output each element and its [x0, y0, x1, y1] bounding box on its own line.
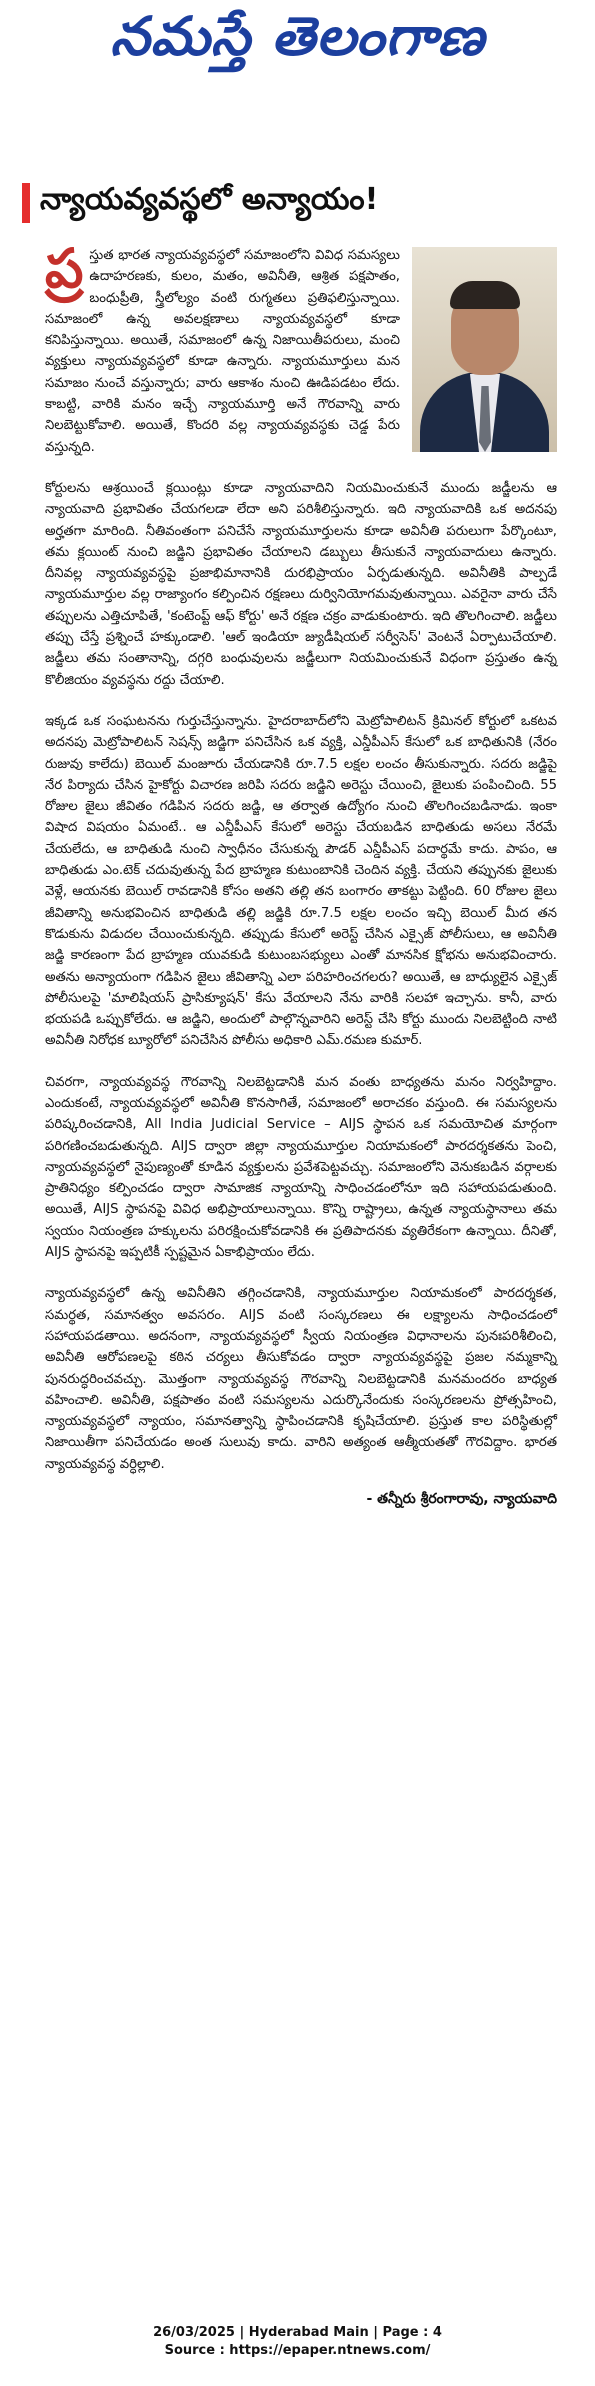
article-paragraph-5: న్యాయవ్యవస్థలో ఉన్న అవినీతిని తగ్గించడానికి, న్యాయమూర్తుల నియామకంలో పారదర్శకత, సమర్థత, సమానత్వం అవసరం. AIJS వంటి సంస్కరణలు ఈ లక్ష్యాలను సాధించడంలో సహాయపడతాయి. అదనంగా, న్యాయవ్యవస్థలో స్వీయ నియంత్రణ విధానాలను పునఃపరిశీలించి, అవినీతి ఆరోపణలపై కఠిన చర్యలు తీసుకోవడం ద్వారా న్యాయవ్యవస్థపై ప్రజల నమ్మకాన్ని పునరుద్ధరించవచ్చు. మొత్తంగా న్యాయవ్యవస్థ గౌరవాన్ని నిలబెట్టడానికి మనమందరం బాధ్యత వహించాలి. అవినీతి, పక్షపాతం వంటి సమస్యలను ఎదుర్కొనేందుకు సంస్కరణలను ప్రోత్సహించి, న్యాయవ్యవస్థలో న్యాయం, సమానత్వాన్ని స్థాపించడానికి కృషిచేయాలి. ప్రస్తుత కాల పరిస్థితుల్లో నిజాయితీగా పనిచేయడం అంత సులువు కాదు. వారిని అత్యంత ఆత్మీయతతో గౌరవిద్దాం. భారత న్యాయవ్యవస్థ వర్ధిల్లాలి. [45, 1286, 557, 1472]
drop-cap: ప్ర [45, 237, 84, 300]
article-paragraph-4: చివరగా, న్యాయవ్యవస్థ గౌరవాన్ని నిలబెట్టడానికి మన వంతు బాధ్యతను మనం నిర్వహిద్దాం. ఎందుకంటే, న్యాయవ్యవస్థలో అవినీతి కొనసాగితే, సమాజంలో అరాచకం వస్తుంది. ఈ సమస్యలను పరిష్కరించడానికి, All India Judicial Service – AIJS స్థాపన ఒక సమయోచిత మార్గంగా పరిగణించబడుతున్నది. AIJS ద్వారా జిల్లా న్యాయమూర్తుల నియామకంలో పారదర్శకతను పెంచి, న్యాయవ్యవస్థలో నైపుణ్యంతో కూడిన వ్యక్తులను ప్రవేశపెట్టవచ్చు. సమాజంలోని వెనుకబడిన వర్గాలకు ప్రాతినిధ్యం కల్పించడం ద్వారా సామాజిక న్యాయాన్ని సాధించడంలోనూ ఇది సహాయపడుతుంది. అయితే, AIJS స్థాపనపై వివిధ అభిప్రాయాలున్నాయి. కొన్ని రాష్ట్రాలు, ఉన్నత న్యాయస్థానాలు తమ స్వయం నియంత్రణ హక్కులను పరిరక్షించుకోవడానికి ఈ ప్రతిపాదనకు వ్యతిరేకంగా ఉన్నాయి. దీనితో, AIJS స్థాపనపై ఇప్పటికీ స్పష్టమైన ఏకాభిప్రాయం లేదు. [45, 1074, 557, 1261]
masthead [0, 0, 595, 100]
headline-block [22, 175, 378, 231]
paragraph-1-text: స్తుత భారత న్యాయవ్యవస్థలో సమాజంలోని వివిధ సమస్యలు ఉదాహరణకు, కులం, మతం, అవినీతి, ఆశ్రిత పక్షపాతం, బంధుప్రీతి, స్త్రీలోల్యం వంటి రుగ్మతలు ప్రతిఫలిస్తున్నాయి. సమాజంలో ఉన్న అవలక్షణాలు న్యాయవ్యవస్థలో కూడా కనిపిస్తున్నాయి. అయితే, సమాజంలో ఉన్న నిజాయితీపరులు, మంచి వ్యక్తులు న్యాయవ్యవస్థలో కూడా ఉన్నారు. న్యాయమూర్తులు మన సమాజం నుంచే వస్తున్నారు; వారు ఆకాశం నుంచి ఊడిపడటం లేదు. కాబట్టి, వారికి మనం ఇచ్చే న్యాయమూర్తి అనే గౌరవాన్ని వారు నిలబెట్టుకోవాలి. అయితే, కొందరి వల్ల న్యాయవ్యవస్థకు చెడ్డ పేరు వస్తున్నది. [45, 248, 400, 455]
article-paragraph-1 [45, 237, 557, 458]
footer-edition-info: 26/03/2025 | Hyderabad Main | Page : 4 [153, 2325, 442, 2340]
author-photo [412, 247, 557, 452]
headline: న్యాయవ్యవస్థలో అన్యాయం! [40, 182, 379, 217]
article-paragraph-2: కోర్టులను ఆశ్రయించే క్లయింట్లు కూడా న్యాయవాదిని నియమించుకునే ముందు జడ్జీలను ఆ న్యాయవాది ప్రభావితం చేయగలడా లేదా అని పరిశీలిస్తున్నారు. ఇది న్యాయవాదికి ఒక అదనపు అర్హతగా మారింది. నీతివంతంగా పనిచేసే న్యాయమూర్తులను కూడా అవినీతి పరులుగా పేర్కొంటూ, తమ క్లయింట్ నుంచి జడ్జిని ప్రభావితం చేయాలని డబ్బులు తీసుకునే న్యాయవాదులు ఉన్నారు. దీనివల్ల న్యాయవ్యవస్థపై ప్రజాభిమానానికి దురభిప్రాయం ఏర్పడుతున్నది. అవినీతికి పాల్పడే న్యాయమూర్తుల వల్ల రాజ్యాంగం కల్పించిన రక్షణలు దుర్వినియోగమవుతున్నాయి. ఎవరైనా వారు చేసే తప్పులను ఎత్తిచూపితే, 'కంటెంప్ట్ ఆఫ్ కోర్టు' అనే రక్షణ చక్రం వాడుకుంటారు. ఇది తొలగించాలి. జడ్జీలు తప్పు చేస్తే ప్రశ్నించే హక్కుండాలి. 'ఆల్ ఇండియా జ్యుడీషియల్ సర్వీసెస్' వెంటనే ఏర్పాటుచేయాలి. జడ్జీలు తమ సంతానాన్ని, దగ్గరి బంధువులను జడ్జీలుగా నియమించుకునే విధంగా ప్రస్తుతం ఉన్న కొలీజియం వ్యవస్థను రద్దు చేయాలి. [45, 480, 557, 688]
footer-source-link[interactable]: Source : https://epaper.ntnews.com/ [164, 2343, 431, 2358]
author-signature: - తన్నీరు శ్రీరంగారావు, న్యాయవాది [366, 1491, 557, 1508]
headline-accent-bar [22, 183, 30, 223]
article-body [45, 237, 557, 1510]
article-paragraph-3: ఇక్కడ ఒక సంఘటనను గుర్తుచేస్తున్నాను. హైదరాబాద్‌లోని మెట్రోపాలిటన్ క్రిమినల్ కోర్టులో ఒకటవ అదనపు మెట్రోపాలిటన్ సెషన్స్ జడ్జిగా పనిచేసిన ఒక వ్యక్తి, ఎన్డీపీఎస్ కేసులో ఒక బాధితునికి (నేరం రుజువు కాలేదు) బెయిల్ మంజూరు చేయడానికి రూ.7.5 లక్షల లంచం తీసుకున్నారు. సదరు జడ్జిపై నేర పిర్యాదు చేసిన హైకోర్టు విచారణ జరిపి సదరు జడ్జిని అరెస్టు చేయించి, జైలుకు పంపించింది. 55 రోజుల జైలు జీవితం గడిపిన సదరు జడ్జి, ఆ తర్వాత ఉద్యోగం నుంచి తొలగించబడినాడు. ఇంకా విషాద విషయం ఏమంటే.. ఆ ఎన్డీపీఎస్ కేసులో అరెస్టు చేయబడిన బాధితుడు అసలు నేరమే చేయలేదు, ఆ బాధితుడి నుంచి స్వాధీనం చేసుకున్న పౌడర్ ఎన్డీపీఎస్ పదార్థమే కాదు. పాపం, ఆ బాధితుడు ఎం.టెక్ చదువుతున్న పేద బ్రాహ్మణ కుటుంబానికి చెందిన వ్యక్తి. చేయని తప్పునకు జైలుకు వెళ్లే, ఆయనకు బెయిల్ రావడానికి కోసం అతని తల్లి తన బంగారం తాకట్టు పెట్టింది. 60 రోజుల జైలు జీవితాన్ని అనుభవించిన బాధితుడి తల్లి జడ్జికి రూ.7.5 లక్షల లంచం ఇచ్చి బెయిల్ మీద తన కొడుకును విడుదల చేయించుకున్నది. తప్పుడు కేసులో అరెస్ట్ చేసిన ఎక్సైజ్ పోలీసులు, ఆ అవినీతి జడ్జి కారణంగా పేద బ్రాహ్మణ యువకుడి కుటుంబసభ్యులు ఎంతో మానసిక క్షోభను అనుభవించారు. అతను అన్యాయంగా గడిపిన జైలు జీవితాన్ని ఎలా పరిహరించగలరు? అయితే, ఆ బాధ్యులైన ఎక్సైజ్ పోలీసులపై 'మాలిషియస్ ప్రాసిక్యూషన్' కేసు వేయాలని నేను వారికి సలహా ఇచ్చాను. కానీ, వారు భయపడి ఒప్పుకోలేదు. ఆ జడ్జిని, అందులో పాల్గొన్నవారిని అరెస్ట్ చేసి కోర్టు ముందు నిలబెట్టింది నాటి అవినీతి నిరోధక బ్యూరోలో పనిచేసిన పోలీసు అధికారి ఎమ్.రమణ కుమార్. [45, 713, 557, 1049]
newspaper-logo: నమస్తే తెలంగాణ [110, 5, 485, 68]
